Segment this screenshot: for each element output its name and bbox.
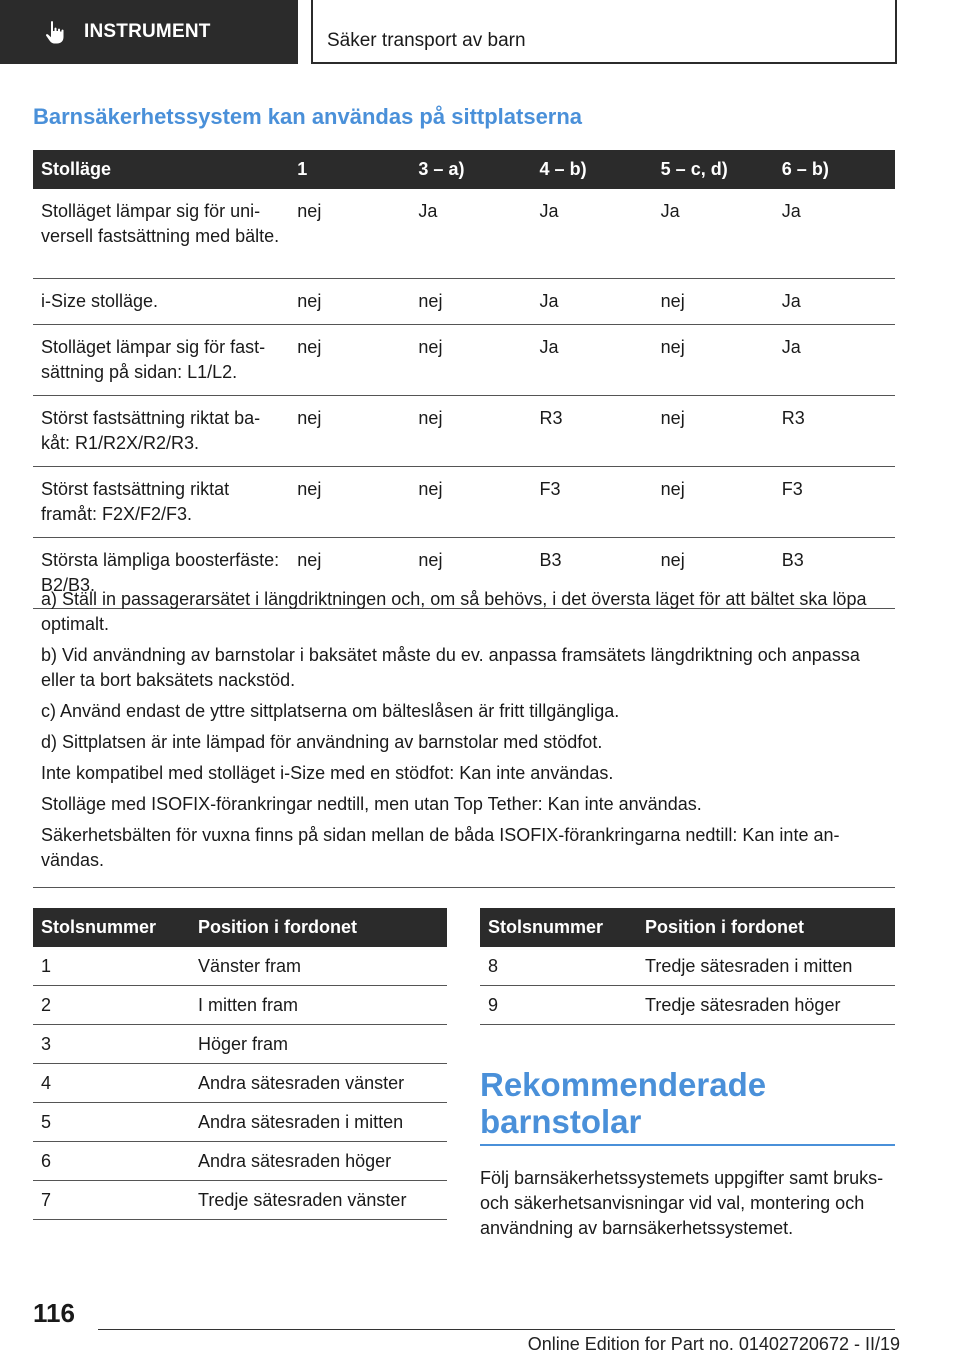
- seat-position-table: [33, 150, 895, 609]
- table-row: [33, 1142, 447, 1181]
- table-cell: B3: [774, 537, 895, 608]
- column-header: Stolsnummer: [33, 908, 190, 947]
- table-row: [33, 189, 895, 278]
- table-cell: F3: [774, 466, 895, 537]
- seat-number: 8: [480, 947, 637, 986]
- table-cell: nej: [653, 537, 774, 608]
- seat-number-table-right: [480, 908, 895, 1025]
- table-row: [33, 278, 895, 324]
- seat-number: 3: [33, 1025, 190, 1064]
- table-cell: nej: [289, 537, 410, 608]
- seat-position: Andra sätesraden vänster: [190, 1064, 447, 1103]
- seat-position: Tredje sätesraden i mitten: [637, 947, 895, 986]
- column-header: 5 – c, d): [653, 150, 774, 189]
- seat-number: 1: [33, 947, 190, 986]
- footnote: d) Sittplatsen är inte lämpad för användning av barnstolar med stödfot.: [41, 732, 603, 752]
- table-cell: i-Size stolläge.: [33, 278, 289, 324]
- table-header-row: [33, 908, 447, 947]
- table-cell: Störst fastsättning riktat framåt: F2X/F2/F3.: [33, 466, 289, 537]
- table-row: [480, 947, 895, 986]
- footnotes: [33, 578, 895, 888]
- footnote: Inte kompatibel med stolläget i-Size med en stödfot: Kan inte användas.: [41, 763, 614, 783]
- table-row: [33, 395, 895, 466]
- table-row: [33, 947, 447, 986]
- hand-pointer-icon: [42, 19, 68, 45]
- table-cell: nej: [289, 466, 410, 537]
- footnote: Säkerhetsbälten för vuxna finns på sidan mellan de båda ISOFIX-förankringarna nedtill: Kan inte användas.: [41, 825, 840, 870]
- chapter-tab[interactable]: [0, 0, 298, 64]
- recommended-heading: Rekommenderade barnstolar: [480, 1066, 895, 1146]
- table-cell: R3: [532, 395, 653, 466]
- seat-position: Tredje sätesraden vänster: [190, 1181, 447, 1220]
- table-row: [33, 1103, 447, 1142]
- table-cell: Ja: [410, 189, 531, 278]
- seat-number: 7: [33, 1181, 190, 1220]
- seat-number: 2: [33, 986, 190, 1025]
- section-heading: Barnsäkerhetssystem kan användas på sittplatserna: [33, 104, 583, 129]
- table-cell: nej: [410, 278, 531, 324]
- table-cell: Stolläget lämpar sig för universell fastsättning med bälte.: [33, 189, 289, 278]
- table-row: [33, 1181, 447, 1220]
- table-cell: nej: [410, 537, 531, 608]
- table-cell: Ja: [532, 278, 653, 324]
- table-cell: nej: [653, 395, 774, 466]
- seat-number: 9: [480, 986, 637, 1025]
- table-row: [33, 1025, 447, 1064]
- table-cell: Ja: [532, 189, 653, 278]
- table-row: [480, 986, 895, 1025]
- table-cell: F3: [532, 466, 653, 537]
- seat-number: 5: [33, 1103, 190, 1142]
- table-row: [33, 466, 895, 537]
- table-cell: nej: [410, 395, 531, 466]
- page-number: 116: [33, 1298, 75, 1328]
- footnote: a) Ställ in passagerarsätet i längdriktningen och, om så behövs, i det översta läget för att bältet ska löpa optimalt.: [41, 589, 867, 634]
- table-cell: nej: [289, 395, 410, 466]
- table-row: [33, 986, 447, 1025]
- footer-edition-text: Online Edition for Part no. 01402720672 - II/19: [527, 1334, 900, 1354]
- column-header: Stolsnummer: [480, 908, 637, 947]
- table-row: [33, 1064, 447, 1103]
- table-cell: Stolläget lämpar sig för fastsättning på sidan: L1/L2.: [33, 324, 289, 395]
- seat-number-table-left: [33, 908, 447, 1220]
- seat-number: 6: [33, 1142, 190, 1181]
- footnote: Stolläge med ISOFIX-förankringar nedtill, men utan Top Tether: Kan inte användas.: [41, 794, 702, 814]
- table-cell: B3: [532, 537, 653, 608]
- table-cell: Störst fastsättning riktat bakåt: R1/R2X/R2/R3.: [33, 395, 289, 466]
- seat-position: Andra sätesraden i mitten: [190, 1103, 447, 1142]
- table-row: [33, 324, 895, 395]
- footer-divider: [98, 1329, 895, 1330]
- column-header: 1: [289, 150, 410, 189]
- column-header: 3 – a): [410, 150, 531, 189]
- column-header: 6 – b): [774, 150, 895, 189]
- seat-position: I mitten fram: [190, 986, 447, 1025]
- column-header: Position i fordonet: [190, 908, 447, 947]
- section-header-box: [311, 0, 897, 64]
- column-header: 4 – b): [532, 150, 653, 189]
- table-cell: nej: [653, 278, 774, 324]
- table-cell: Ja: [774, 278, 895, 324]
- table-cell: nej: [653, 466, 774, 537]
- table-header-row: [480, 908, 895, 947]
- table-cell: nej: [653, 324, 774, 395]
- table-cell: Ja: [774, 324, 895, 395]
- seat-position: Vänster fram: [190, 947, 447, 986]
- table-cell: Ja: [774, 189, 895, 278]
- table-cell: nej: [289, 278, 410, 324]
- table-cell: nej: [410, 466, 531, 537]
- section-header-label: Säker transport av barn: [327, 30, 526, 51]
- seat-position: Tredje sätesraden höger: [637, 986, 895, 1025]
- table-cell: Ja: [532, 324, 653, 395]
- recommended-body-text: Följ barnsäkerhetssystemets uppgifter samt bruks- och säkerhetsanvisningar vid val, montering och användning av barnsäkerhetssystemet.: [480, 1168, 884, 1238]
- seat-number: 4: [33, 1064, 190, 1103]
- table-cell: nej: [289, 324, 410, 395]
- seat-position: Andra sätesraden höger: [190, 1142, 447, 1181]
- table-cell: Ja: [653, 189, 774, 278]
- column-header: Position i fordonet: [637, 908, 895, 947]
- seat-position: Höger fram: [190, 1025, 447, 1064]
- footnote: c) Använd endast de yttre sittplatserna om bälteslåsen är fritt tillgängliga.: [41, 701, 620, 721]
- table-cell: nej: [410, 324, 531, 395]
- footnote: b) Vid användning av barnstolar i baksätet måste du ev. anpassa framsätets längdriktning och anpassa eller ta bort baksätets nackstöd.: [41, 645, 860, 690]
- table-cell: R3: [774, 395, 895, 466]
- chapter-tab-label: INSTRUMENT: [84, 21, 211, 42]
- table-cell: nej: [289, 189, 410, 278]
- table-header-row: [33, 150, 895, 189]
- column-header: Stolläge: [33, 150, 289, 189]
- table-cell: Största lämpliga boosterfäste: B2/B3.: [33, 537, 289, 608]
